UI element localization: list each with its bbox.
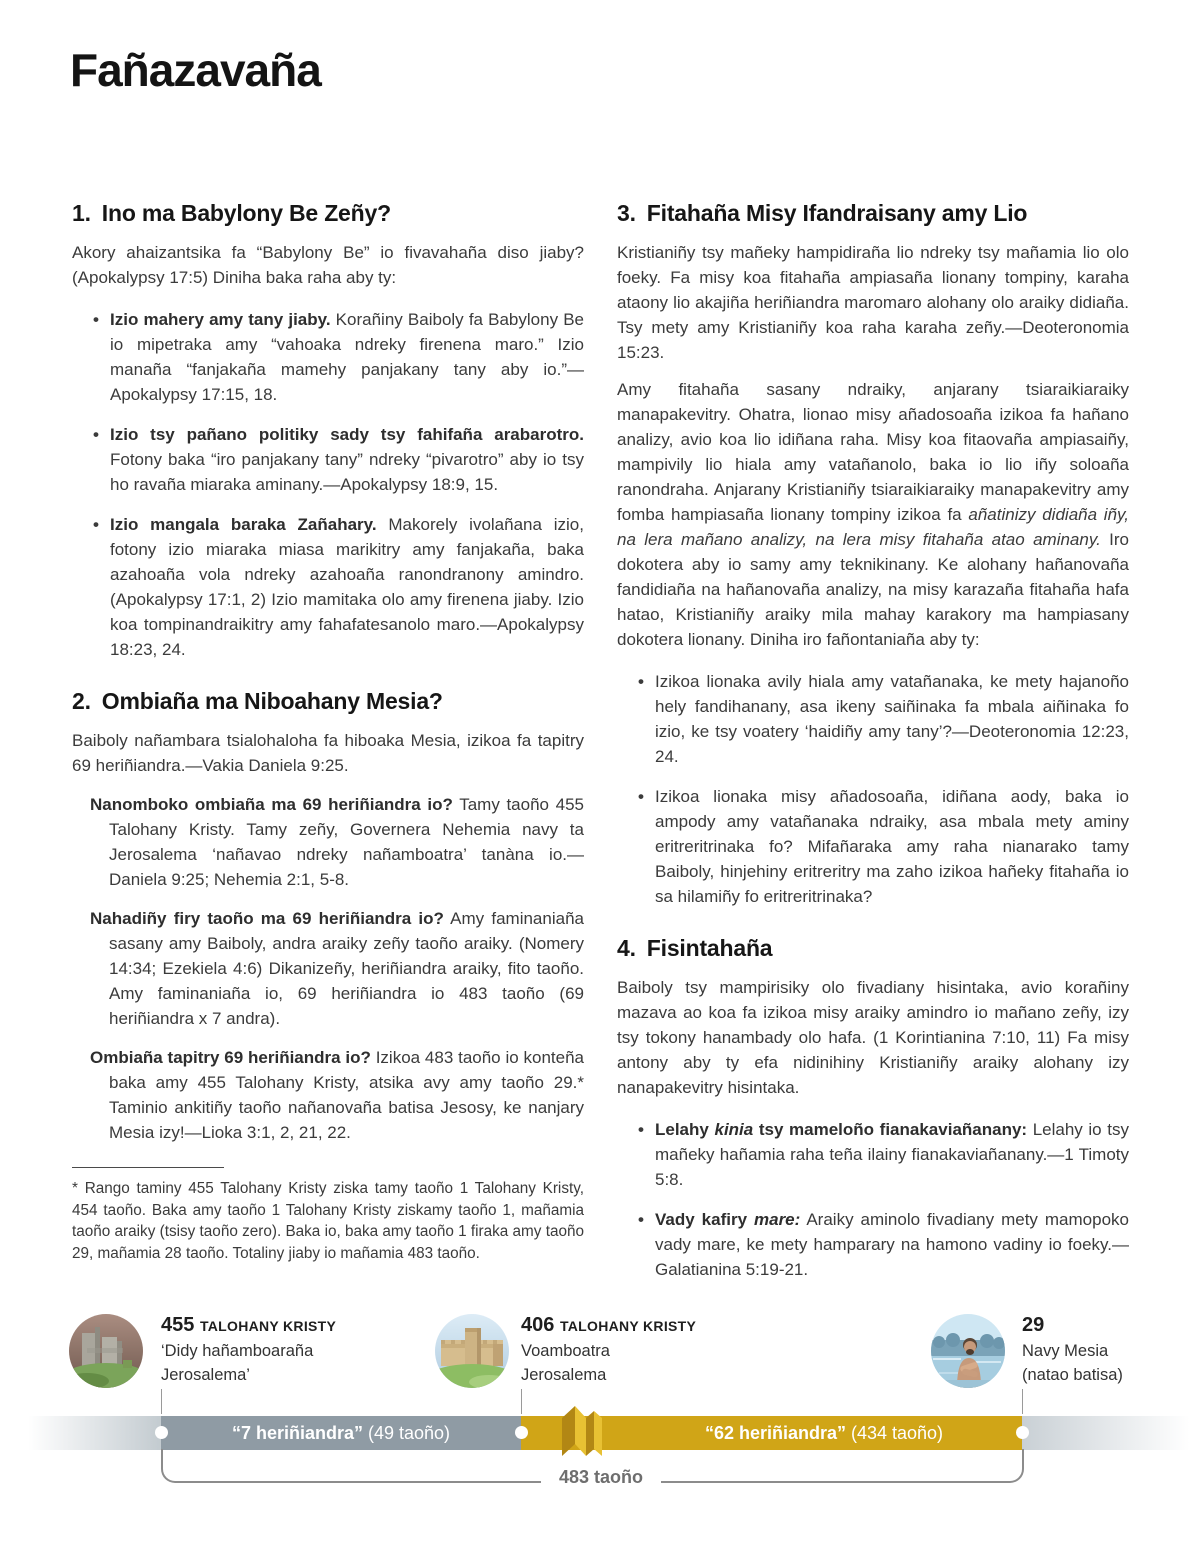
section-3-title: Fitahaña Misy Ifandraisany amy Lio — [646, 200, 1028, 226]
bullet-item — [72, 512, 584, 662]
event-year-line — [161, 1312, 336, 1339]
question-text: Amy faminaniaña sasany amy Baiboly, andra araiky zeñy taoño araiky. (Nomery 14:34; Ezekiela 4:6) Dikanizeñy, heriñiandra araiky, fito taoño. Amy faminaniaña io, 69 heriñiandra io 483 taoño (69 heriñiandra x 7 andra). — [109, 909, 584, 1028]
bar-label-rest: (434 taoño) — [845, 1423, 944, 1443]
timeline-bar-fade-left — [28, 1416, 161, 1450]
bullet-lead: Lelahy — [655, 1120, 715, 1139]
bullet-item — [617, 1117, 1129, 1192]
section-1-heading — [72, 198, 584, 228]
section-4-number: 4. — [617, 935, 636, 961]
timeline-break-icon — [556, 1402, 610, 1460]
paragraph-run: Iro dokotera aby io samy amy teknikinany. Ke alohany hañanovaña fandidiaña na hañanovaña analizy, na misy karazaña fitahaña hafa hatao, Kristianiñy araiky mila mahay karakory ma hampiasany dokotera lionany. Diniha iro fañontaniaña aby ty: — [617, 530, 1129, 649]
bullet-text: Lelahy io tsy mañeky hañamia raha teña ilainy fianakaviañanany.—1 Timoty 5:8. — [655, 1120, 1129, 1189]
question-lead: Nahadiñy firy taoño ma 69 heriñiandra io? — [90, 909, 444, 928]
bar-label-rest: (49 taoño) — [362, 1423, 451, 1443]
footnote-text: * Rango taminy 455 Talohany Kristy ziska tamy taoño 1 Talohany Kristy, 454 taoño. Baka amy taoño 1 Talohany Kristy ziskamy taoño 1, mañamia taoño araiky (tsisy taoño zero). Baka io, baka amy taoño 1 firaka amy taoño 29, mañamia 28 taoño. Totaliny jiaby io mañamia 483 taoño. — [72, 1180, 584, 1262]
bar-label-7-weeks — [161, 1416, 521, 1450]
bullet-lead: Izio mangala baraka Zañahary. — [110, 515, 377, 534]
bullet-text: Fotony baka “iro panjakany tany” ndreky “pivarotro” aby io tsy ho ravaña miaraka aminany.—Apokalypsy 18:9, 15. — [110, 450, 584, 494]
bullet-item — [72, 307, 584, 407]
paragraph-run-italic: añatinizy didiaña iñy, na lera mañano analizy, na lera misy fitahaña atao aminany. — [617, 505, 1129, 549]
section-3-paragraph-1: Kristianiñy tsy mañeky hampidiraña lio ndreky tsy mañamia lio olo foeky. Fa misy koa fitahaña ampiasaña lionany tompiny, karaha ataony lio akajiña heriñiandra maromaro alohany olo araiky didiaña. Tsy mety amy Kristianiñy koa raha karaha zeñy.—Deoteronomia 15:23. — [617, 243, 1129, 362]
bullet-text: Korañiny Baiboly fa Babylony Be io mipetraka amy “vahoaka ndreky firenena maro.” Izio manaña “fanjakaña mamehy panjakany tany aby io.”—Apokalypsy 17:15, 18. — [110, 310, 584, 404]
section-2-title: Ombiaña ma Niboahany Mesia? — [101, 688, 443, 714]
timeline-tick-455 — [161, 1389, 162, 1414]
section-3-heading — [617, 198, 1129, 228]
event-caption-line-1: Navy Mesia — [1022, 1342, 1109, 1360]
event-era: TALOHANY KRISTY — [199, 1318, 337, 1334]
section-1-bullets — [72, 307, 584, 662]
total-bracket-right — [661, 1449, 1024, 1483]
bullet-item — [617, 669, 1129, 769]
event-caption-line-1: ‘Didy hañamboaraña — [161, 1342, 314, 1360]
bullet-lead: Izio tsy pañano politiky sady tsy fahifaña arabarotro. — [110, 425, 584, 444]
event-29 — [1022, 1312, 1123, 1387]
event-year-line — [1022, 1312, 1123, 1339]
section-3-number: 3. — [617, 200, 636, 226]
event-image-ruins-of-jerusalem — [69, 1314, 143, 1388]
event-caption-line-1: Voamboatra — [521, 1342, 610, 1360]
bullet-item — [617, 784, 1129, 909]
bullet-text: Makorely ivolañana izio, fotony izio miaraka miasa marikitry amy fanjakaña, baka azahoaña vola ndreky azahoaña ranondranony amindro. (Apokalypsy 17:1, 2) Izio mamitaka olo amy firenena jiaby. Izio koa tompinandraikitry amy fahafatesanolo maro.—Apokalypsy 18:23, 24. — [110, 515, 584, 659]
total-bracket-left — [161, 1449, 543, 1483]
bullet-item — [617, 1207, 1129, 1282]
bullet-lead-italic: mare: — [754, 1210, 801, 1229]
section-1-number: 1. — [72, 200, 91, 226]
section-3-paragraph-2 — [617, 377, 1129, 652]
event-era: TALOHANY KRISTY — [559, 1318, 697, 1334]
bullet-text: Izikoa lionaka misy añadosoaña, idiñana aody, baka io ampody amy vatañanaka ndraiky, asa mbala mety aminy eritreritrinaka fo? Mifañaraka amy raha nianarako tamy Baiboly, hinjehiny eritreritry ma zaho izikoa hañeky fitahaña io sa hilamiñy fo eritreritrinaka? — [655, 787, 1129, 906]
question-text: Tamy taoño 455 Talohany Kristy. Tamy zeñy, Governera Nehemia navy ta Jerosalema ‘nañavao ndreky nañamboatra’ tanàna io.—Daniela 9:25; Nehemia 2:1, 5-8. — [109, 795, 585, 889]
ruins-illustration — [69, 1314, 143, 1388]
column-right — [617, 198, 1129, 1282]
question-lead: Ombiaña tapitry 69 heriñiandra io? — [90, 1048, 371, 1067]
bullet-text: Izikoa lionaka avily hiala amy vatañanaka, ke mety hajanoño hely fandihanany, asa ikeny saiñinaka fa mbala aiñinaka fo izio, ke tsy voatery ‘haidiñy amy tany’?—Deoteronomia 12:23, 24. — [655, 672, 1129, 766]
section-1-intro: Akory ahaizantsika fa “Babylony Be” io fivavahaña diso jiaby? (Apokalypsy 17:5) Diniha baka raha aby ty: — [72, 243, 584, 287]
bullet-lead-italic: kinia — [714, 1120, 754, 1139]
section-4-intro: Baiboly tsy mampirisiky olo fivadiany hisintaka, avio korañiny mazava ao koa fa izikoa misy araiky amindro io mañano zeñy, izy tsy tokony hanambady olo hafa. (1 Korintianina 7:10, 11) Fa misy antony aby ty efa nidinihiny Kristianiñy araiky alohany izy nanapakevitry hisintaka. — [617, 978, 1129, 1097]
bullet-lead: Vady kafiry — [655, 1210, 754, 1229]
question-item — [90, 792, 585, 892]
event-image-jesus-baptism — [931, 1314, 1005, 1388]
event-caption-line-2: Jerosalema’ — [161, 1366, 250, 1384]
question-text: Izikoa 483 taoño io konteña baka amy 455 Talohany Kristy, atsika avy amy taoño 29.* Taminio ankitiñy taoño nañanovaña batisa Jesosy, ke nanjary Mesia izy!—Lioka 3:1, 2, 21, 22. — [109, 1048, 584, 1142]
event-year: 406 — [521, 1314, 555, 1336]
section-2-intro: Baiboly nañambara tsialohaloha fa hiboaka Mesia, izikoa fa tapitry 69 heriñiandra.—Vakia Daniela 9:25. — [72, 731, 584, 775]
section-4-heading — [617, 933, 1129, 963]
timeline-tick-29 — [1022, 1389, 1023, 1414]
event-year: 29 — [1022, 1314, 1045, 1336]
bullet-text: Araiky aminolo fivadiany mety mamopoko vady mare, ke mety hamparary na hamono vadiny io foeky.—Galatianina 5:19-21. — [655, 1210, 1129, 1279]
section-3-bullets — [617, 669, 1129, 909]
column-left — [72, 198, 584, 1264]
question-lead: Nanomboko ombiaña ma 69 heriñiandra io? — [90, 795, 453, 814]
bar-label-bold: “62 heriñiandra” — [704, 1423, 846, 1443]
event-year: 455 — [161, 1314, 195, 1336]
section-2-heading — [72, 686, 584, 716]
timeline-tick-406 — [521, 1389, 522, 1414]
bullet-item — [72, 422, 584, 497]
bar-label-62-weeks — [626, 1416, 1022, 1450]
footnote-divider — [72, 1167, 224, 1168]
event-455 — [161, 1312, 336, 1387]
event-image-rebuilt-jerusalem-walls — [435, 1314, 509, 1388]
paragraph-run: Amy fitahaña sasany ndraiky, anjarany tsiaraikiaraiky manapakevitry. Ohatra, lionao misy añadosoaña izikoa fa hañano analizy, avio koa lio idiñana raha. Misy koa fitaovaña ampiasaiñy, mampivily lio hiala amy vatañanolo, baka io lio iñy soloaña ranondraha. Anjarany Kristianiñy tsiaraikiaraiky manapakevitry amy fomba hampiasaña lionany tompiny izikoa fa — [617, 380, 1129, 524]
city-walls-illustration — [435, 1314, 509, 1388]
event-caption-line-2: (natao batisa) — [1022, 1366, 1123, 1384]
bullet-lead: Izio mahery amy tany jiaby. — [110, 310, 331, 329]
section-2-number: 2. — [72, 688, 91, 714]
section-1-title: Ino ma Babylony Be Zeñy? — [101, 200, 391, 226]
event-year-line — [521, 1312, 696, 1339]
bullet-lead: tsy mameloño fianakaviañanany: — [753, 1120, 1028, 1139]
total-years-label: 483 taoño — [541, 1467, 661, 1488]
event-caption-line-2: Jerosalema — [521, 1366, 607, 1384]
question-item — [90, 906, 584, 1031]
event-406 — [521, 1312, 696, 1387]
section-4-title: Fisintahaña — [646, 935, 773, 961]
question-item — [90, 1045, 584, 1145]
baptism-illustration — [931, 1314, 1005, 1388]
timeline-bar-fade-right — [1022, 1416, 1190, 1450]
section-4-bullets — [617, 1117, 1129, 1282]
page-title: Fañazavaña — [70, 44, 321, 96]
bar-label-bold: “7 heriñiandra” — [231, 1423, 363, 1443]
